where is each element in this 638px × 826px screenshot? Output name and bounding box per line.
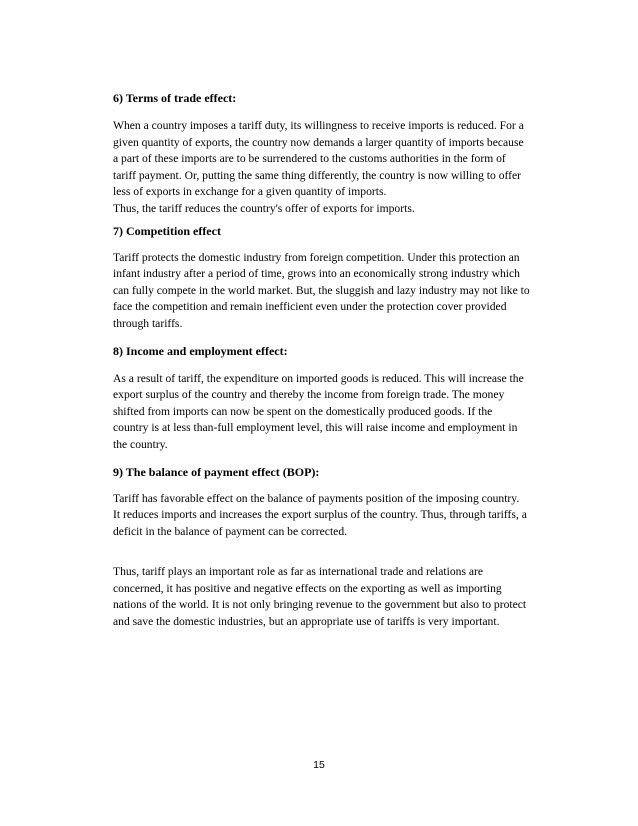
text-line: Tariff has favorable effect on the balance of payments position of the imposing country. xyxy=(113,491,520,505)
text-line: shifted from imports can now be spent on the domestically produced goods. If the xyxy=(113,404,493,418)
text-line: nations of the world. It is not only bringing revenue to the government but also to protect xyxy=(113,598,527,612)
section-body-terms-of-trade xyxy=(113,118,565,218)
section-body-competition xyxy=(113,250,565,333)
text-line: infant industry after a period of time, grows into an economically strong industry which xyxy=(113,267,520,281)
text-line: When a country imposes a tariff duty, its willingness to receive imports is reduced. For a xyxy=(113,119,524,132)
page-content xyxy=(113,90,565,631)
section-body-balance-of-payment xyxy=(113,491,565,541)
text-line: less of exports in exchange for a given quantity of imports. xyxy=(113,185,387,199)
text-line: export surplus of the country and thereby the income from foreign trade. The money xyxy=(113,388,505,402)
text-line: through tariffs. xyxy=(113,316,183,330)
conclusion-paragraph xyxy=(113,564,565,630)
text-line: the country. xyxy=(113,437,168,451)
text-line: Tariff protects the domestic industry from foreign competition. Under this protection an xyxy=(113,250,520,264)
text-line: tariff payment. Or, putting the same thing differently, the country is now willing to offer xyxy=(113,168,522,182)
text-line: a part of these imports are to be surrendered to the customs authorities in the form of xyxy=(113,152,506,166)
section-heading-income-employment: 8) Income and employment effect: xyxy=(113,343,288,358)
section-heading-competition: 7) Competition effect xyxy=(113,223,221,238)
text-line: and save the domestic industries, but an appropriate use of tariffs is very important. xyxy=(113,615,500,629)
text-line: face the competition and remain inefficient even under the protection cover provided xyxy=(113,300,507,314)
section-heading-terms-of-trade: 6) Terms of trade effect: xyxy=(113,91,237,105)
section-heading-balance-of-payment: 9) The balance of payment effect (BOP): xyxy=(113,464,320,479)
text-line: As a result of tariff, the expenditure on imported goods is reduced. This will increase the xyxy=(113,371,524,385)
text-line: can fully compete in the world market. But, the sluggish and lazy industry may not like to xyxy=(113,283,530,297)
text-line: It reduces imports and increases the export surplus of the country. Thus, through tariffs, a xyxy=(113,508,527,522)
text-line: Thus, the tariff reduces the country's offer of exports for imports. xyxy=(113,201,415,215)
text-line: country is at less than-full employment level, this will raise income and employment in xyxy=(113,421,518,435)
text-line: deficit in the balance of payment can be corrected. xyxy=(113,524,348,538)
section-body-income-employment xyxy=(113,371,565,454)
text-line: concerned, it has positive and negative effects on the exporting as well as importing xyxy=(113,581,502,595)
text-line: given quantity of exports, the country now demands a larger quantity of imports because xyxy=(113,135,524,149)
text-line: Thus, tariff plays an important role as far as international trade and relations are xyxy=(113,565,484,579)
page-number: 15 xyxy=(313,759,325,771)
